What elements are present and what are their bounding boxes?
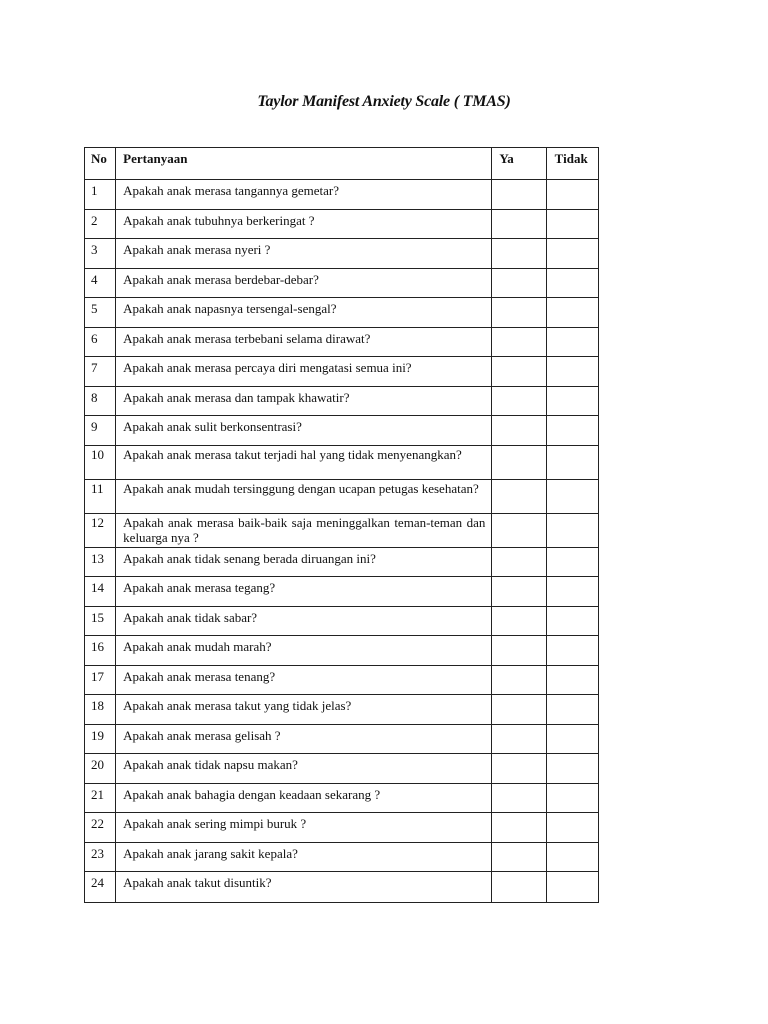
answer-tidak-cell[interactable] [546,606,598,636]
row-question: Apakah anak bahagia dengan keadaan sekarang ? [116,783,492,813]
answer-tidak-cell[interactable] [546,180,598,210]
row-question: Apakah anak sulit berkonsentrasi? [116,416,492,446]
table-header-row [85,148,599,180]
table-row [85,606,599,636]
table-row [85,268,599,298]
answer-tidak-cell[interactable] [546,842,598,872]
answer-ya-cell[interactable] [492,239,546,269]
row-question: Apakah anak merasa gelisah ? [116,724,492,754]
document-title: Taylor Manifest Anxiety Scale ( TMAS) [257,93,511,110]
table-row [85,842,599,872]
answer-ya-cell[interactable] [492,298,546,328]
answer-ya-cell[interactable] [492,180,546,210]
row-number: 12 [85,513,116,547]
answer-tidak-cell[interactable] [546,754,598,784]
row-number: 22 [85,813,116,843]
row-question: Apakah anak merasa tenang? [116,665,492,695]
row-number: 14 [85,577,116,607]
row-question: Apakah anak mudah marah? [116,636,492,666]
answer-ya-cell[interactable] [492,636,546,666]
answer-ya-cell[interactable] [492,754,546,784]
header-ya: Ya [492,148,546,180]
row-question: Apakah anak merasa tangannya gemetar? [116,180,492,210]
row-number: 3 [85,239,116,269]
header-tidak: Tidak [546,148,598,180]
answer-ya-cell[interactable] [492,268,546,298]
row-question: Apakah anak merasa takut terjadi hal yang tidak menyenangkan? [116,445,492,479]
table-row [85,754,599,784]
row-question: Apakah anak mudah tersinggung dengan ucapan petugas kesehatan? [116,479,492,513]
header-no: No [85,148,116,180]
row-number: 24 [85,872,116,903]
answer-ya-cell[interactable] [492,695,546,725]
table-row [85,327,599,357]
answer-tidak-cell[interactable] [546,239,598,269]
answer-ya-cell[interactable] [492,577,546,607]
row-question: Apakah anak tidak sabar? [116,606,492,636]
row-question: Apakah anak merasa terbebani selama dirawat? [116,327,492,357]
answer-ya-cell[interactable] [492,783,546,813]
answer-ya-cell[interactable] [492,386,546,416]
row-number: 18 [85,695,116,725]
row-number: 16 [85,636,116,666]
table-row [85,577,599,607]
row-question: Apakah anak tidak napsu makan? [116,754,492,784]
answer-ya-cell[interactable] [492,209,546,239]
row-question: Apakah anak merasa nyeri ? [116,239,492,269]
answer-ya-cell[interactable] [492,872,546,903]
row-number: 4 [85,268,116,298]
row-question: Apakah anak merasa berdebar-debar? [116,268,492,298]
table-row [85,724,599,754]
answer-tidak-cell[interactable] [546,547,598,577]
table-body [85,180,599,903]
answer-ya-cell[interactable] [492,724,546,754]
row-number: 10 [85,445,116,479]
row-number: 6 [85,327,116,357]
answer-ya-cell[interactable] [492,357,546,387]
row-number: 8 [85,386,116,416]
row-question: Apakah anak merasa takut yang tidak jelas? [116,695,492,725]
row-question: Apakah anak merasa baik-baik saja meninggalkan teman-teman dan keluarga nya ? [116,513,492,547]
table-row [85,357,599,387]
answer-tidak-cell[interactable] [546,386,598,416]
table-row [85,513,599,547]
row-number: 17 [85,665,116,695]
table-row [85,813,599,843]
answer-ya-cell[interactable] [492,842,546,872]
answer-tidak-cell[interactable] [546,872,598,903]
answer-tidak-cell[interactable] [546,298,598,328]
row-number: 21 [85,783,116,813]
questionnaire-table [84,147,599,903]
row-question: Apakah anak merasa tegang? [116,577,492,607]
answer-ya-cell[interactable] [492,547,546,577]
table-row [85,445,599,479]
answer-tidak-cell[interactable] [546,357,598,387]
answer-ya-cell[interactable] [492,513,546,547]
row-number: 13 [85,547,116,577]
row-number: 1 [85,180,116,210]
table-row [85,416,599,446]
answer-tidak-cell[interactable] [546,577,598,607]
answer-tidak-cell[interactable] [546,268,598,298]
row-question: Apakah anak jarang sakit kepala? [116,842,492,872]
answer-ya-cell[interactable] [492,445,546,479]
table-row [85,665,599,695]
answer-tidak-cell[interactable] [546,695,598,725]
table-row [85,479,599,513]
table-row [85,239,599,269]
answer-ya-cell[interactable] [492,416,546,446]
row-number: 9 [85,416,116,446]
answer-tidak-cell[interactable] [546,724,598,754]
row-question: Apakah anak tidak senang berada diruangan ini? [116,547,492,577]
answer-tidak-cell[interactable] [546,327,598,357]
answer-ya-cell[interactable] [492,813,546,843]
answer-tidak-cell[interactable] [546,813,598,843]
row-number: 5 [85,298,116,328]
row-number: 23 [85,842,116,872]
answer-tidak-cell[interactable] [546,416,598,446]
answer-ya-cell[interactable] [492,606,546,636]
table-row [85,695,599,725]
table-row [85,209,599,239]
row-number: 15 [85,606,116,636]
answer-ya-cell[interactable] [492,327,546,357]
answer-ya-cell[interactable] [492,665,546,695]
table-row [85,180,599,210]
row-number: 11 [85,479,116,513]
row-number: 20 [85,754,116,784]
answer-ya-cell[interactable] [492,479,546,513]
answer-tidak-cell[interactable] [546,513,598,547]
table-row [85,547,599,577]
answer-tidak-cell[interactable] [546,479,598,513]
answer-tidak-cell[interactable] [546,783,598,813]
row-question: Apakah anak sering mimpi buruk ? [116,813,492,843]
row-number: 2 [85,209,116,239]
row-question: Apakah anak takut disuntik? [116,872,492,903]
row-question: Apakah anak merasa percaya diri mengatasi semua ini? [116,357,492,387]
table-row [85,872,599,903]
row-question: Apakah anak tubuhnya berkeringat ? [116,209,492,239]
answer-tidak-cell[interactable] [546,445,598,479]
answer-tidak-cell[interactable] [546,209,598,239]
row-question: Apakah anak napasnya tersengal-sengal? [116,298,492,328]
answer-tidak-cell[interactable] [546,636,598,666]
row-number: 19 [85,724,116,754]
row-number: 7 [85,357,116,387]
table-row [85,386,599,416]
answer-tidak-cell[interactable] [546,665,598,695]
table-row [85,636,599,666]
row-question: Apakah anak merasa dan tampak khawatir? [116,386,492,416]
table-row [85,783,599,813]
table-row [85,298,599,328]
header-question: Pertanyaan [116,148,492,180]
